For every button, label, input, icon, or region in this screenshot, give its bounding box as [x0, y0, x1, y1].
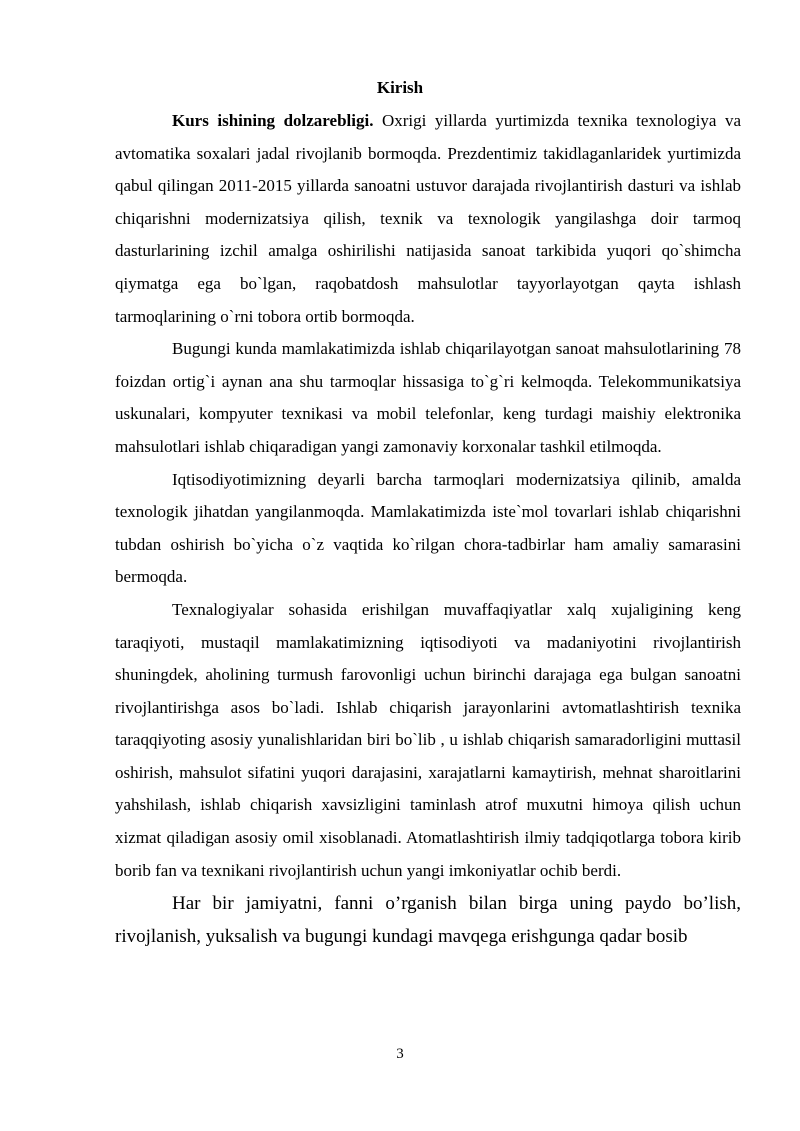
paragraph-1-text: Oxrigi yillarda yurtimizda texnika texnologiya va avtomatika soxalari jadal rivojlanib bormoqda. Prezdentimiz takidlaganlaridek yurtimizda qabul qilingan 2011-2015 yillarda sanoatni ustuvor darajada rivojlantirish dasturi va ishlab chiqarishni modernizatsiya qilish, texnik va texnologik yangilashga doir tarmoq dasturlarining izchil amalga oshirilishi natijasida sanoat tarkibida yuqori qo`shimcha qiymatga ega bo`lgan, raqobatdosh mahsulotlar tayyorlayotgan qayta ishlash tarmoqlarining o`rni tobora ortib bormoqda.: [115, 111, 741, 326]
paragraph-5: Har bir jamiyatni, fanni o’rganish bilan birga uning paydo bo’lish, rivojlanish, yuksalish va bugungi kundagi mavqega erishgunga qadar bosib: [115, 893, 741, 948]
lead-heading: Kurs ishining dolzarebligi.: [172, 111, 374, 130]
page-number: 3: [396, 1046, 404, 1062]
document-body: [115, 105, 741, 953]
paragraph-relevance: [115, 105, 741, 333]
page-title: Kirish: [376, 78, 424, 97]
paragraph-2: Bugungi kunda mamlakatimizda ishlab chiqarilayotgan sanoat mahsulotlarining 78 foizdan ortig`i aynan ana shu tarmoqlar hissasiga to`g`ri kelmoqda. Telekommunikatsiya uskunalari, kompyuter texnikasi va mobil telefonlar, keng turdagi maishiy elektronika mahsulotlari ishlab chiqaradigan yangi zamonaviy korxonalar tashkil etilmoqda.: [115, 339, 741, 456]
paragraph-3: Iqtisodiyotimizning deyarli barcha tarmoqlari modernizatsiya qilinib, amalda texnologik jihatdan yangilanmoqda. Mamlakatimizda iste`mol tovarlari ishlab chiqarishni tubdan oshirish bo`yicha o`z vaqtida ko`rilgan chora-tadbirlar ham amaliy samarasini bermoqda.: [115, 469, 741, 587]
paragraph-4: Texnalogiyalar sohasida erishilgan muvaffaqiyatlar xalq xujaligining keng taraqiyoti, mustaqil mamlakatimizning iqtisodiyoti va madaniyotini rivojlantirish shuningdek, aholining turmush farovonligi uchun birinchi darajaga ega bulgan sanoatni rivojlantirishga asos bo`ladi. Ishlab chiqarish jarayonlarini avtomatlashtirish texnika taraqqiyoting asosiy yunalishlaridan biri bo`lib , u ishlab chiqarish samaradorligini muttasil oshirish, mahsulot sifatini yuqori darajasini, xarajatlarni kamaytirish, mehnat sharoitlarini yahshilash, ishlab chiqarish xavsizligini taminlash atrof muxutni himoya qilish uchun xizmat qiladigan asosiy omil xisoblanadi. Atomatlashtirish ilmiy tadqiqotlarga tobora kirib borib fan va texnikani rivojlantirish uchun yangi imkoniyatlar ochib berdi.: [115, 599, 741, 880]
